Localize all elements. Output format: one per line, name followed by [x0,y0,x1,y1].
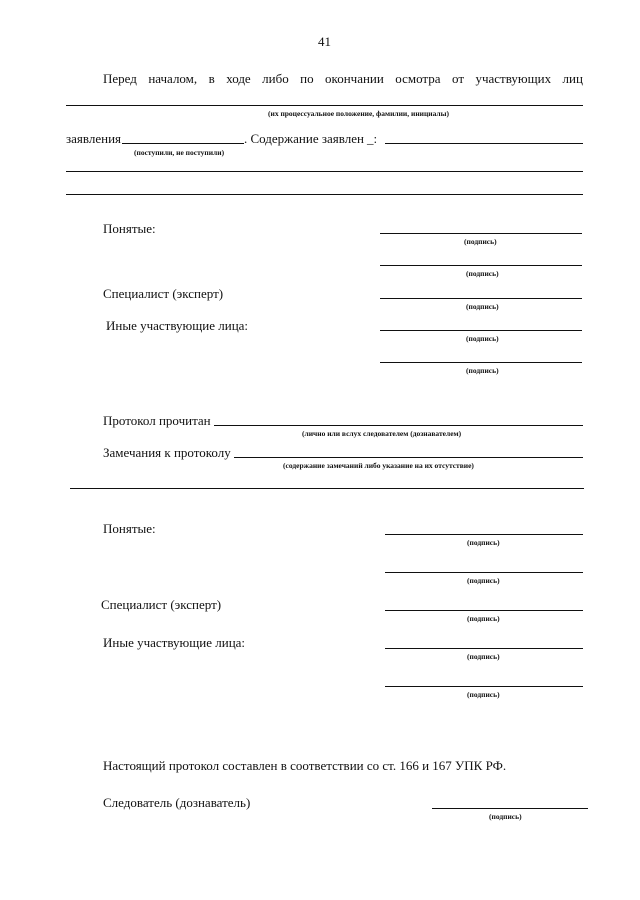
specialist-label: Специалист (эксперт) [103,286,224,301]
investigator-signature-caption: (подпись) [489,812,522,821]
signature-caption: (подпись) [466,366,499,375]
remarks-label: Замечания к протоколу [103,445,231,460]
other-participant-signature-line[interactable] [385,686,583,687]
statements-fill-line[interactable] [66,171,583,172]
witnesses-label: Понятые: [103,521,156,536]
statements-caption: (поступили, не поступили) [134,148,225,157]
other-participants-label: Иные участвующие лица: [106,318,249,333]
statements-fill-line[interactable] [66,194,583,195]
intro-word: осмотра [395,71,441,86]
statements-label: заявления [66,131,122,146]
signature-caption: (подпись) [466,302,499,311]
signature-caption: (подпись) [464,237,497,246]
witness-signature-line[interactable] [385,534,583,535]
compliance-statement: Настоящий протокол составлен в соответствии со ст. 166 и 167 УПК РФ. [103,758,507,773]
intro-word: от [451,71,464,86]
signature-caption: (подпись) [466,269,499,278]
statements-content-fill-line[interactable] [385,143,583,144]
protocol-read-label: Протокол прочитан [103,413,211,428]
intro-word: ходе [226,71,251,86]
investigator-label: Следователь (дознаватель) [103,795,251,810]
signature-caption: (подпись) [467,576,500,585]
other-participant-signature-line[interactable] [385,648,583,649]
statements-status-fill-line[interactable] [122,143,244,144]
intro-sentence [103,71,583,87]
page-number: 41 [318,34,331,49]
intro-word: либо [262,71,289,86]
intro-word: окончании [325,71,384,86]
specialist-signature-line[interactable] [380,298,582,299]
witness-signature-line[interactable] [380,233,582,234]
other-participants-label: Иные участвующие лица: [103,635,246,650]
protocol-read-caption: (лично или вслух следователем (дознавателем) [302,429,462,438]
witness-signature-line[interactable] [380,265,582,266]
specialist-signature-line[interactable] [385,610,583,611]
remarks-fill-line[interactable] [70,488,584,489]
other-participant-signature-line[interactable] [380,330,582,331]
intro-word: лиц [562,71,583,86]
signature-caption: (подпись) [467,690,500,699]
signature-caption: (подпись) [467,614,500,623]
protocol-read-fill-line[interactable] [214,425,583,426]
specialist-label: Специалист (эксперт) [101,597,222,612]
statements-content-suffix: _: [367,131,378,146]
intro-word: по [300,71,314,86]
participants-caption: (их процессуальное положение, фамилии, инициалы) [268,109,449,118]
remarks-caption: (содержание замечаний либо указание на их отсутствие) [283,461,474,470]
signature-caption: (подпись) [466,334,499,343]
witness-signature-line[interactable] [385,572,583,573]
other-participant-signature-line[interactable] [380,362,582,363]
intro-word: в [208,71,215,86]
intro-word: началом, [148,71,198,86]
remarks-fill-line[interactable] [234,457,583,458]
statements-content-label: . Содержание заявлен [244,131,364,146]
signature-caption: (подпись) [467,652,500,661]
participants-fill-line[interactable] [66,105,583,106]
signature-caption: (подпись) [467,538,500,547]
intro-word: Перед [103,71,137,86]
intro-word: участвующих [475,71,552,86]
witnesses-label: Понятые: [103,221,156,236]
investigator-signature-line[interactable] [432,808,588,809]
